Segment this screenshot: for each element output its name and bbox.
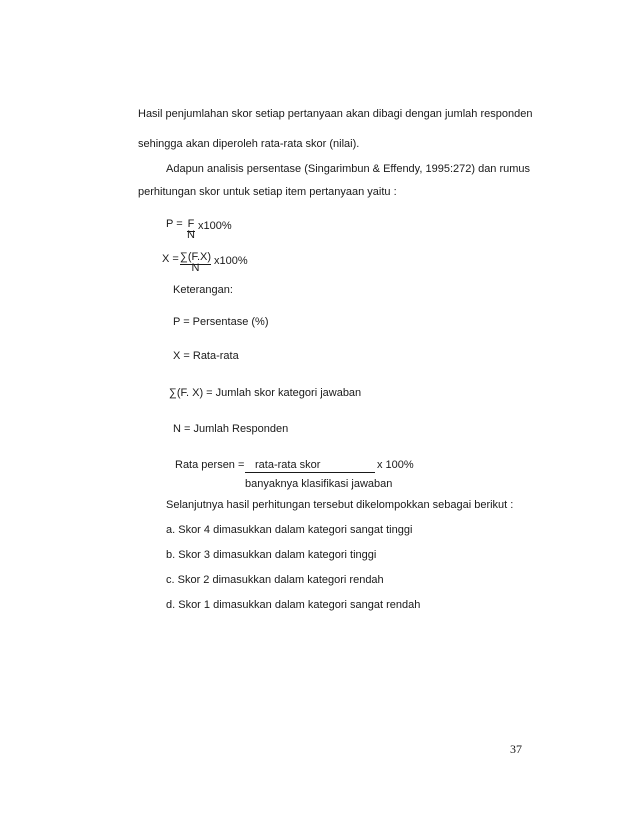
legend-item-x: X = Rata-rata [173,350,239,362]
category-item-d: d. Skor 1 dimasukkan dalam kategori sangat rendah [166,599,421,611]
formula-p-lhs: P = [166,218,183,230]
category-item-b: b. Skor 3 dimasukkan dalam kategori tinggi [166,549,377,561]
formula-x-multiplier: x100% [214,255,248,267]
rata-persen-lhs: Rata persen = [175,459,245,471]
rata-persen-numerator: rata-rata skor [245,459,375,473]
page-number: 37 [510,742,522,756]
rata-persen-multiplier: x 100% [377,459,414,471]
legend-item-sum: ∑(F. X) = Jumlah skor kategori jawaban [169,387,362,399]
paragraph2-line1: Adapun analisis persentase (Singarimbun & Effendy, 1995:272) dan rumus [166,163,531,175]
formula-p-denominator: N [187,229,195,241]
formula-x-lhs: X = [162,253,179,265]
category-item-a: a. Skor 4 dimasukkan dalam kategori sangat tinggi [166,524,413,536]
categories-intro: Selanjutnya hasil perhitungan tersebut dikelompokkan sebagai berikut : [166,499,514,511]
formula-x-numerator: ∑(F.X) [180,251,212,263]
formula-p-multiplier: x100% [198,220,232,232]
paragraph2-line2: perhitungan skor untuk setiap item pertanyaan yaitu : [138,186,397,198]
rata-persen-denominator: banyaknya klasifikasi jawaban [245,478,393,490]
legend-item-n: N = Jumlah Responden [173,423,289,435]
legend-item-p: P = Persentase (%) [173,316,269,328]
formula-x-denominator: N [191,262,200,274]
legend-heading: Keterangan: [173,284,233,296]
paragraph1-line2: sehingga akan diperoleh rata-rata skor (nilai). [138,138,360,150]
formula-p-numerator: F [187,218,195,230]
category-item-c: c. Skor 2 dimasukkan dalam kategori rendah [166,574,384,586]
paragraph1-line1: Hasil penjumlahan skor setiap pertanyaan akan dibagi dengan jumlah responden [138,108,533,120]
